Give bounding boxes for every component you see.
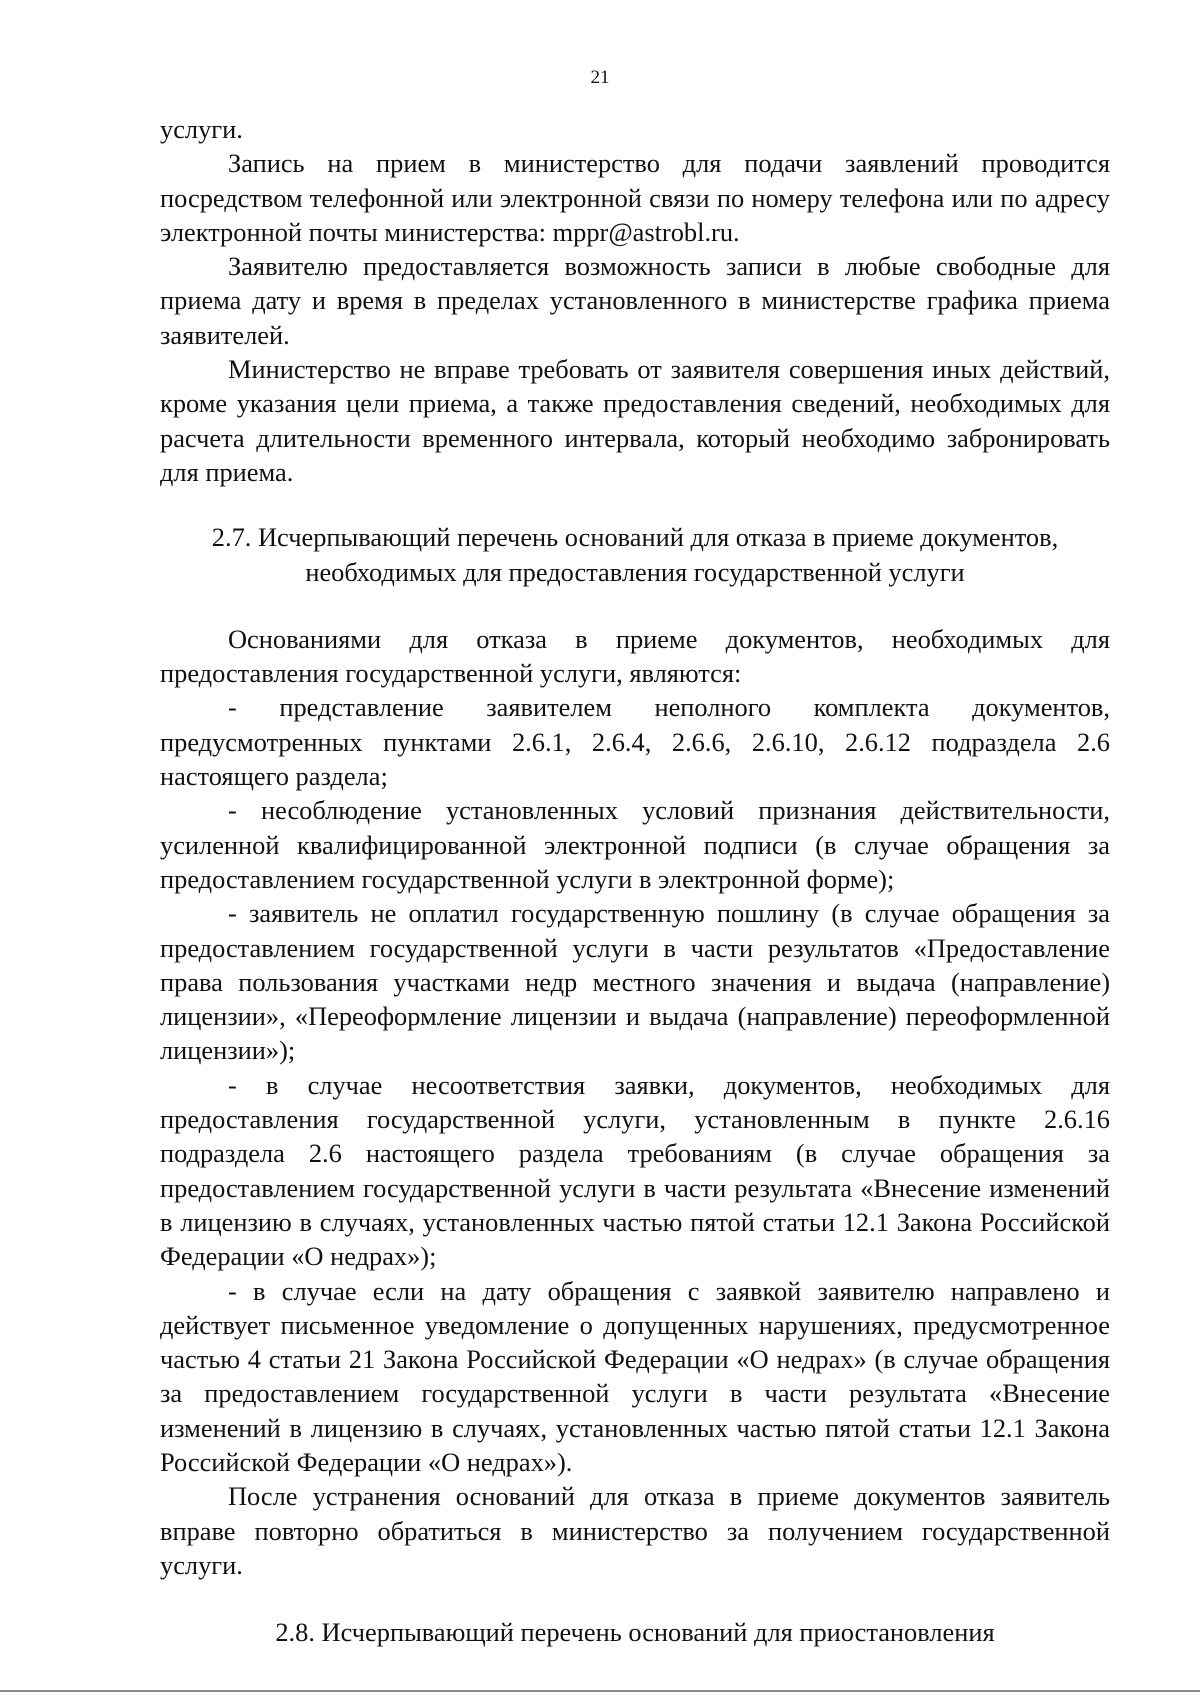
section-heading-2-7-line1: 2.7. Исчерпывающий перечень оснований для отказа в приеме документов, [211, 522, 1059, 553]
scan-edge-line [0, 1690, 1200, 1692]
grounds-list [160, 690, 1110, 1479]
section-heading-2-7-line2: необходимых для предоставления государственной услуги [305, 556, 965, 587]
spacer [160, 1582, 1110, 1615]
spacer [160, 489, 1110, 520]
paragraph-appointment-booking: Запись на прием в министерство для подачи заявлений проводится посредством телефонной или электронной связи по номеру телефона или по адресу электронной почты министерства: mppr@astrobl.ru. [160, 148, 1110, 247]
list-item: - в случае если на дату обращения с заявкой заявителю направлено и действует письменное уведомление о допущенных нарушениях, предусмотренное частью 4 статьи 21 Закона Российской Федерации «О недрах» (в случае обращения за предоставлением государственной услуги в части результата «Внесение изменений в лицензию в случаях, установленных частью пятой статьи 12.1 Закона Российской Федерации «О недрах»). [160, 1275, 1110, 1477]
page-number: 21 [590, 67, 610, 88]
list-item: - в случае несоответствия заявки, документов, необходимых для предоставления государственной услуги, установленным в пункте 2.6.16 подраздела 2.6 настоящего раздела требованиям (в случае обращения за предоставлением государственной услуги в части результата «Внесение изменений в лицензию в случаях, установленных частью пятой статьи 12.1 Закона Российской Федерации «О недрах»); [160, 1069, 1110, 1272]
list-item: - несоблюдение установленных условий признания действительности, усиленной квалифицированной электронной подписи (в случае обращения за предоставлением государственной услуги в электронной форме); [160, 795, 1110, 894]
section-heading-2-8: 2.8. Исчерпывающий перечень оснований для приостановления [275, 1617, 995, 1648]
paragraph-reapply: После устранения оснований для отказа в приеме документов заявитель вправе повторно обратиться в министерство за получением государственной услуги. [160, 1481, 1110, 1580]
paragraph-grounds-lead: Основаниями для отказа в приеме документов, необходимых для предоставления государственной услуги, являются: [160, 623, 1110, 689]
list-item: - заявитель не оплатил государственную пошлину (в случае обращения за предоставлением государственной услуги в части результатов «Предоставление права пользования участками недр местного значения и выдача (направление) лицензии», «Переоформление лицензии и выдача (направление) переоформленной лицензии»); [160, 898, 1110, 1066]
continuation-text: услуги. [160, 114, 243, 144]
spacer [160, 589, 1110, 622]
paragraph-ministry-restrictions: Министерство не вправе требовать от заявителя совершения иных действий, кроме указания цели приема, а также предоставления сведений, необходимых для расчета длительности временного интервала, который необходимо забронировать для приема. [160, 354, 1110, 487]
section-heading-2-7 [160, 520, 1110, 589]
document-body [160, 112, 1110, 1649]
paragraph-free-slots: Заявителю предоставляется возможность записи в любые свободные для приема дату и время в пределах установленного в министерстве графика приема заявителей. [160, 251, 1110, 350]
list-item: - представление заявителем неполного комплекта документов, предусмотренных пунктами 2.6.1, 2.6.4, 2.6.6, 2.6.10, 2.6.12 подраздела 2.6 настоящего раздела; [160, 692, 1110, 792]
